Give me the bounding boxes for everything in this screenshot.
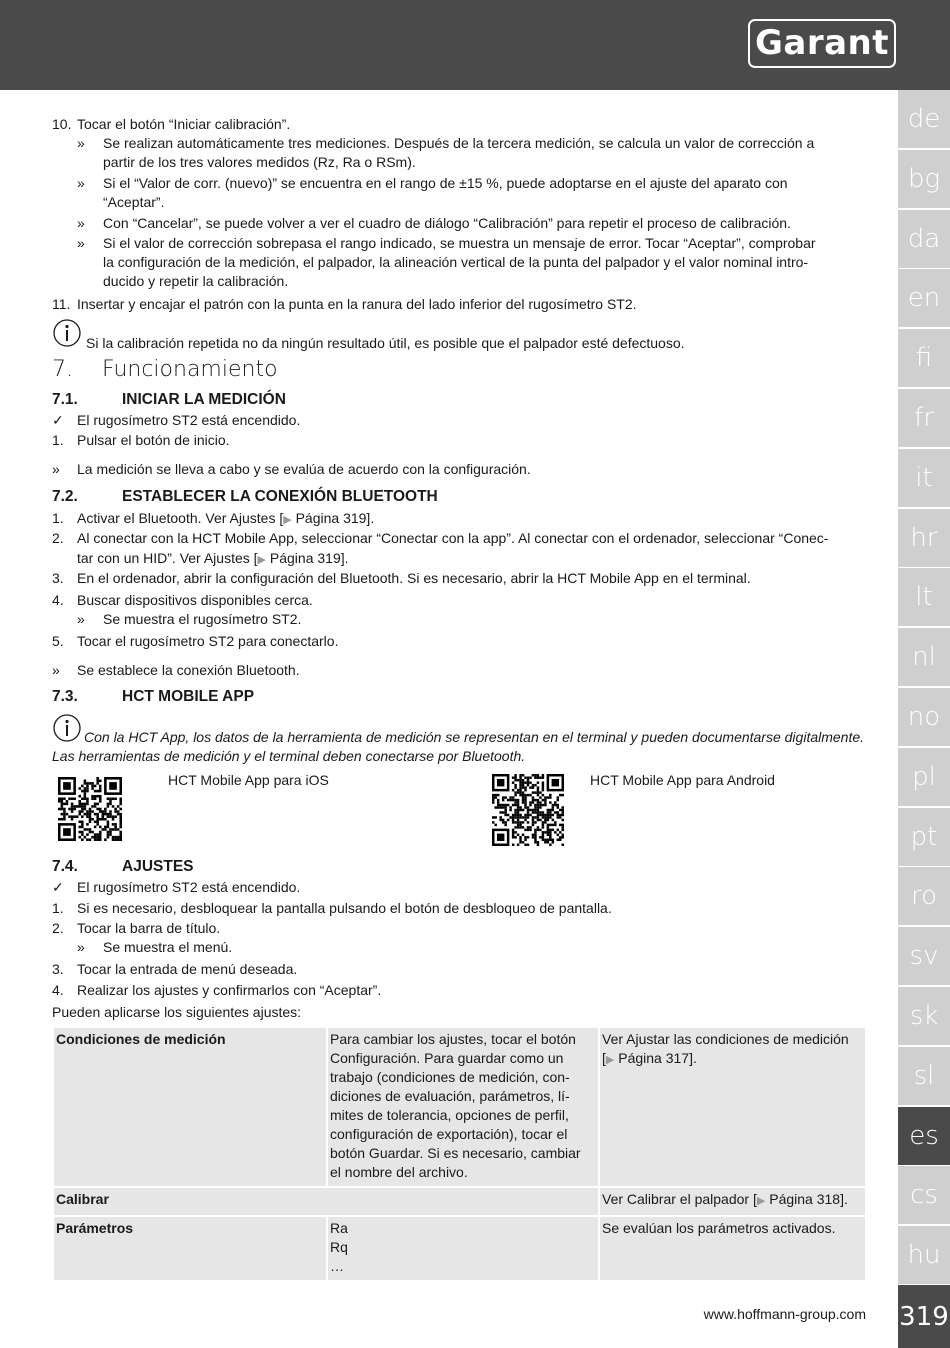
step-number: 3. [52,961,64,977]
precondition-text: El rugosímetro ST2 está encendido. [77,412,301,428]
step-number: 2. [52,530,64,546]
page-number: 319 [898,1285,950,1348]
info-icon [53,714,81,742]
cell-line: el nombre del archivo. [330,1164,468,1180]
subsection-number: 7.2. [52,488,78,505]
cell-line: Para cambiar los ajustes, tocar el botón [330,1031,576,1047]
cell-line: Ra [330,1220,348,1236]
cell-line: mites de tolerancia, opciones de perfil, [330,1107,569,1123]
language-tab-pl[interactable]: pl [898,748,950,806]
step-text: Si es necesario, desbloquear la pantalla pulsando el botón de desbloqueo de pantalla. [77,900,612,916]
cell-line: Configuración. Para guardar como un [330,1050,564,1066]
language-tab-en[interactable]: en [898,269,950,327]
step-number: 1. [52,432,64,448]
language-tab-pt[interactable]: pt [898,808,950,866]
table-cell: Ver Ajustar las condiciones de medición [▶ Página 317]. [599,1027,866,1187]
language-tab-hu[interactable]: hu [898,1226,950,1284]
step-text: Pulsar el botón de inicio. [77,432,230,448]
step-text: En el ordenador, abrir la configuración del Bluetooth. Si es necesario, abrir la HCT Mobile App en el terminal. [77,570,751,586]
table-cell: Parámetros [53,1216,327,1281]
step-text: Tocar la entrada de menú deseada. [77,961,298,977]
result-text: partir de los tres valores medidos (Rz, Ra o RSm). [103,154,416,170]
subsection-title: INICIAR LA MEDICIÓN [122,391,286,408]
step-text: Tocar el botón “Iniciar calibración”. [77,116,291,132]
language-tab-hr[interactable]: hr [898,509,950,567]
result-text: Con “Cancelar”, se puede volver a ver el cuadro de diálogo “Calibración” para repetir el proceso de calibración. [103,215,791,231]
page-link-icon: ▶ [283,514,292,526]
table-cell: Condiciones de medición [53,1027,327,1187]
intro-text: Pueden aplicarse los siguientes ajustes: [52,1004,302,1020]
step-number: 4. [52,592,64,608]
language-tab-sk[interactable]: sk [898,987,950,1045]
language-tab-es[interactable]: es [898,1107,950,1165]
table-cell [327,1027,599,1187]
result-text: Se muestra el rugosímetro ST2. [103,611,302,627]
language-tab-sl[interactable]: sl [898,1047,950,1105]
step-number: 3. [52,570,64,586]
step-number: 1. [52,510,64,526]
step-text: Al conectar con la HCT Mobile App, seleccionar “Conectar con la app”. Al conectar con el ordenador, seleccionar “Conec- [77,530,829,546]
language-tab-fr[interactable]: fr [898,389,950,447]
step-number: 1. [52,900,64,916]
step-number: 11. [52,296,71,312]
language-tab-nl[interactable]: nl [898,628,950,686]
check-icon: ✓ [52,412,64,428]
result-marker: » [52,662,60,678]
info-icon [53,319,81,347]
language-tab-bg[interactable]: bg [898,150,950,208]
cell-line: configuración de exportación), tocar el [330,1126,568,1142]
table-row [53,1187,866,1216]
step-text: Realizar los ajustes y confirmarlos con “Aceptar”. [77,982,382,998]
settings-table [52,1026,867,1282]
language-tab-da[interactable]: da [898,210,950,268]
step-number: 5. [52,633,64,649]
garant-logo: Garant [748,19,896,68]
table-cell: Calibrar [53,1187,599,1216]
subsection-title: AJUSTES [122,858,194,875]
check-icon: ✓ [52,879,64,895]
result-text: Se realizan automáticamente tres mediciones. Después de la tercera medición, se calcula un valor de corrección a [103,135,815,151]
page-header [0,0,950,90]
footer-url: www.hoffmann-group.com [703,1306,866,1322]
subsection-number: 7.1. [52,391,78,408]
language-tab-de[interactable]: de [898,90,950,148]
step-text: Buscar dispositivos disponibles cerca. [77,592,313,608]
step-text: tar con un HID”. Ver Ajustes [▶ Página 319]. [77,550,349,566]
section-title: Funcionamiento [102,357,278,382]
result-marker: » [77,939,85,955]
cell-line: trabajo (condiciones de medición, con- [330,1069,570,1085]
language-tab-it[interactable]: it [898,449,950,507]
step-text: Tocar el rugosímetro ST2 para conectarlo. [77,633,339,649]
qr-label-android: HCT Mobile App para Android [590,772,775,788]
result-text: la configuración de la medición, el palpador, la alineación vertical de la punta del palpador y el valor nominal intro- [103,254,809,270]
result-text: ducido y repetir la calibración. [103,273,289,289]
cell-line: … [330,1258,344,1274]
result-marker: » [77,235,85,251]
language-tab-fi[interactable]: fi [898,329,950,387]
result-marker: » [52,461,60,477]
result-text: Se establece la conexión Bluetooth. [77,662,300,678]
subsection-title: HCT MOBILE APP [122,688,255,705]
language-sidebar [898,90,950,1286]
note-text: Las herramientas de medición y el terminal deben conectarse por Bluetooth. [52,748,526,764]
note-text: Si la calibración repetida no da ningún resultado útil, es posible que el palpador esté defectuoso. [86,335,685,351]
step-text: Tocar la barra de título. [77,920,221,936]
language-tab-cs[interactable]: cs [898,1166,950,1224]
page-link-icon: ▶ [756,1195,766,1207]
subsection-title: ESTABLECER LA CONEXIÓN BLUETOOTH [122,488,438,505]
result-marker: » [77,175,85,191]
table-row [53,1216,866,1281]
language-tab-ro[interactable]: ro [898,867,950,925]
result-marker: » [77,135,85,151]
table-row [53,1027,866,1187]
step-number: 10. [52,116,72,132]
result-marker: » [77,611,85,627]
qr-code-android[interactable] [492,774,564,846]
qr-code-ios[interactable] [58,777,122,841]
section-number: 7. [52,357,73,382]
page-link-icon: ▶ [257,554,266,566]
result-text: La medición se lleva a cabo y se evalúa de acuerdo con la configuración. [77,461,531,477]
table-cell: Se evalúan los parámetros activados. [599,1216,866,1281]
step-number: 2. [52,920,64,936]
result-text: Si el “Valor de corr. (nuevo)” se encuentra en el rango de ±15 %, puede adoptarse en el ajuste del aparato con [103,175,788,191]
step-text: Activar el Bluetooth. Ver Ajustes [▶ Página 319]. [77,510,375,526]
result-text: Se muestra el menú. [103,939,233,955]
step-text: Insertar y encajar el patrón con la punta en la ranura del lado inferior del rugosímetro ST2. [77,296,637,312]
note-text: Con la HCT App, los datos de la herramienta de medición se representan en el terminal y pueden documentarse digitalmente. [84,729,865,745]
language-tab-sv[interactable]: sv [898,927,950,985]
precondition-text: El rugosímetro ST2 está encendido. [77,879,301,895]
subsection-number: 7.3. [52,688,78,705]
result-text: Si el valor de corrección sobrepasa el rango indicado, se muestra un mensaje de error. Tocar “Aceptar”, comprobar [103,235,816,251]
result-text: “Aceptar”. [103,194,165,210]
step-number: 4. [52,982,64,998]
qr-label-ios: HCT Mobile App para iOS [168,772,329,788]
table-cell [327,1216,599,1281]
language-tab-no[interactable]: no [898,688,950,746]
cell-line: botón Guardar. Si es necesario, cambiar [330,1145,581,1161]
cell-line: Rq [330,1239,348,1255]
page-link-icon: ▶ [605,1054,615,1066]
language-tab-lt[interactable]: lt [898,568,950,626]
cell-line: diciones de evaluación, parámetros, lí- [330,1088,570,1104]
table-cell: Ver Calibrar el palpador [▶ Página 318]. [599,1187,866,1216]
result-marker: » [77,215,85,231]
subsection-number: 7.4. [52,858,78,875]
